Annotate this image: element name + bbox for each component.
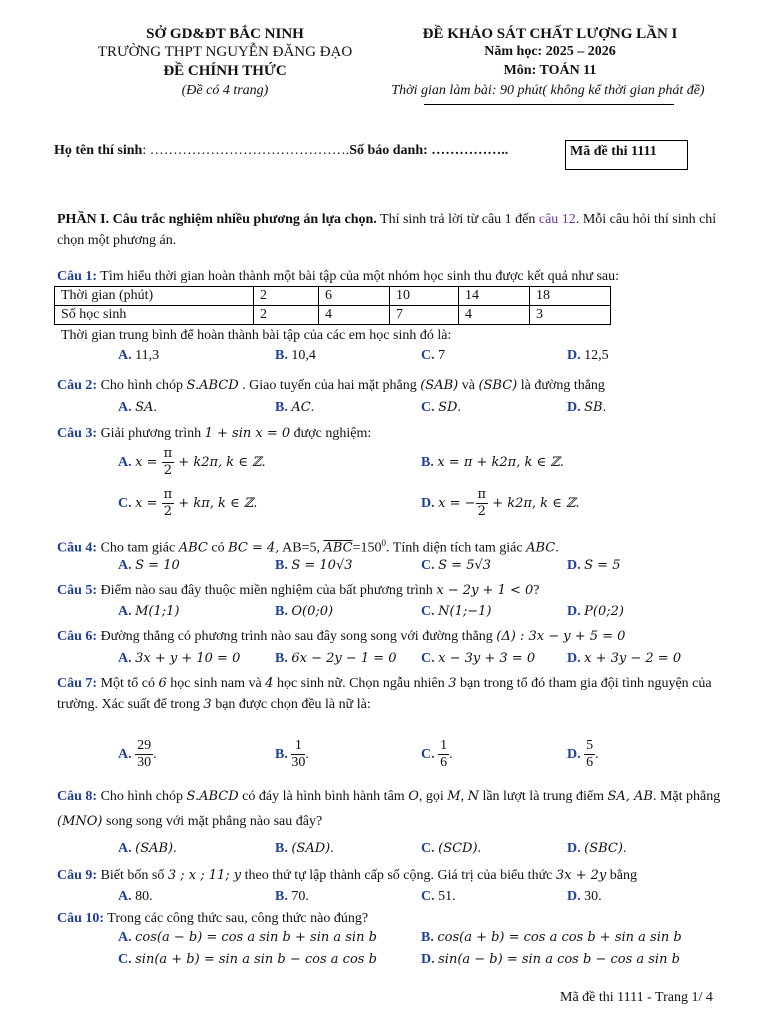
question-3 <box>57 424 737 444</box>
table-cell: 18 <box>530 287 611 306</box>
option-b[interactable]: B. $\frac{1}{30}$ . <box>275 738 309 771</box>
option-label: C. <box>421 604 435 619</box>
option-label: B. <box>275 889 288 904</box>
option-label: C. <box>421 747 435 762</box>
option-label: D. <box>421 496 435 511</box>
option-text: S = 10 <box>135 558 180 573</box>
denominator: 30 <box>291 755 306 771</box>
option-d[interactable]: D. 30. <box>567 889 602 904</box>
header-rule <box>424 104 674 105</box>
question-5 <box>57 581 737 601</box>
question-text: có đáy là hình bình hành tâm <box>238 789 409 804</box>
option-d[interactable] <box>567 650 681 668</box>
question-9 <box>57 866 737 886</box>
option-label: C. <box>421 400 435 415</box>
option-label: A. <box>118 400 132 415</box>
option-label: A. <box>118 651 132 666</box>
candidate-name-label: Họ tên thí sinh <box>54 143 143 158</box>
table-cell: 7 <box>390 306 459 325</box>
table-cell: 6 <box>319 287 390 306</box>
option-d[interactable] <box>421 487 580 521</box>
question-text: Trong các công thức sau, công thức nào đúng? <box>104 911 369 926</box>
question-text: và <box>458 378 479 393</box>
option-text: SA <box>135 400 154 415</box>
option-b[interactable]: B. 70. <box>275 889 309 904</box>
part1-instructions <box>57 209 737 251</box>
fraction <box>162 487 175 520</box>
option-a[interactable]: A. (SAB). <box>118 841 177 856</box>
question-1-prompt: Thời gian trung bình để hoàn thành bài tập của các em học sinh đó là: <box>61 328 452 343</box>
option-c[interactable] <box>421 347 445 365</box>
option-text: + kπ, k ∈ ℤ. <box>174 496 258 511</box>
math-expr: 3 ; x ; 11; y <box>167 868 242 883</box>
option-a[interactable]: A. 80. <box>118 889 153 904</box>
numerator: 5 <box>586 738 594 754</box>
option-text: sin(a − b) = sin a cos b − cos a sin b <box>438 952 680 967</box>
numerator: 1 <box>291 738 305 755</box>
table-cell: Thời gian (phút) <box>55 287 254 306</box>
math-expr: 3 <box>448 676 457 691</box>
fraction <box>162 446 175 479</box>
denominator: 2 <box>163 504 173 520</box>
question-text: Tìm hiểu thời gian hoàn thành một bài tập của một nhóm học sinh thu được kết quả như sau: <box>97 269 620 284</box>
angle-abc: $\overline{ABC}$ <box>323 540 353 556</box>
math-expr: 3 <box>203 697 212 712</box>
question-text: Đường thẳng có phương trình nào sau đây song song với đường thẳng <box>97 629 497 644</box>
question-text: . Giao tuyến của hai mặt phẳng <box>238 378 421 393</box>
question-text: học sinh nữ. Chọn ngẫu nhiên <box>273 676 449 691</box>
option-a[interactable]: A. $\frac{29}{30}$ . <box>118 738 157 771</box>
numerator: 1 <box>440 738 448 754</box>
math-expr: S.ABCD <box>186 789 239 804</box>
option-label: A. <box>118 558 132 573</box>
option-d[interactable]: D. (SBC). <box>567 841 627 856</box>
option-label: A. <box>118 747 132 762</box>
option-text: (SCD) <box>438 841 478 856</box>
question-text: Cho tam giác <box>97 540 179 556</box>
option-label: B. <box>421 455 434 470</box>
option-label: A. <box>118 889 132 904</box>
option-d[interactable] <box>567 347 609 365</box>
math-expr: 6 <box>158 676 167 691</box>
question-label: Câu 7: <box>57 676 98 691</box>
question-text: được nghiệm: <box>290 426 372 441</box>
option-text: 6x − 2y − 1 = 0 <box>291 651 397 666</box>
math-expr: SA, AB <box>607 789 653 804</box>
part1-text2: . Mỗi câu hỏi thí sinh chỉ chọn một phương án. <box>57 212 717 248</box>
question-label: Câu 9: <box>57 868 98 883</box>
option-label: C. <box>421 651 435 666</box>
option-text: 12,5 <box>584 348 609 363</box>
denominator: 2 <box>163 463 173 479</box>
exam-title: ĐỀ KHẢO SÁT CHẤT LƯỢNG LẦN I <box>422 26 678 42</box>
option-label: D. <box>567 604 581 619</box>
table-cell: 14 <box>459 287 530 306</box>
question-text: , gọi <box>418 789 448 804</box>
question-text: song song với mặt phẳng nào sau đây? <box>102 814 323 829</box>
option-label: B. <box>421 930 434 945</box>
option-text: x = π + k2π, k ∈ ℤ. <box>437 455 564 470</box>
option-b[interactable] <box>275 603 333 621</box>
option-a[interactable]: A. SA. <box>118 400 157 415</box>
option-label: A. <box>118 455 132 470</box>
option-a[interactable] <box>118 603 180 621</box>
option-c[interactable] <box>421 603 491 621</box>
option-label: D. <box>421 952 435 967</box>
option-text: S = 5 <box>584 558 621 573</box>
question-text: . Tính diện tích tam giác <box>386 540 527 556</box>
option-b[interactable] <box>421 454 564 472</box>
option-text: S = 5√3 <box>438 558 492 573</box>
option-text: 7 <box>438 348 446 363</box>
option-text: (SBC) <box>584 841 623 856</box>
option-text: S = 10√3 <box>291 558 353 573</box>
option-text: 80 <box>135 889 150 904</box>
candidate-id-field[interactable]: …………….. <box>431 143 509 158</box>
question-text: theo thứ tự lập thành cấp số cộng. Giá trị của biểu thức <box>241 868 556 883</box>
option-label: A. <box>118 604 132 619</box>
question-2 <box>57 376 737 396</box>
option-d[interactable] <box>567 603 624 621</box>
question-text: bạn được chọn đều là nữ là: <box>211 697 371 712</box>
question-text: . <box>555 540 559 556</box>
part1-title: PHẦN I. Câu trắc nghiệm nhiều phương án lựa chọn. <box>57 212 377 227</box>
question-text: học sinh nam và <box>166 676 266 691</box>
table-cell: 4 <box>459 306 530 325</box>
question-label: Câu 5: <box>57 583 98 598</box>
question-10 <box>57 909 737 929</box>
option-d[interactable] <box>567 557 620 575</box>
fraction <box>135 738 153 771</box>
math-expr: S.ABCD <box>186 378 239 393</box>
table-cell: 10 <box>390 287 459 306</box>
option-text: N(1;−1) <box>438 604 492 619</box>
candidate-id-label: Số báo danh: <box>349 143 432 158</box>
option-text: O(0;0) <box>291 604 334 619</box>
option-text: AC <box>291 400 311 415</box>
math-expr: O <box>408 789 419 804</box>
option-label: B. <box>275 400 288 415</box>
time-limit: Thời gian làm bài: 90 phút( không kể thời gian phát đề) <box>391 83 705 98</box>
table-cell: Số học sinh <box>55 306 254 325</box>
math-expr: 3x + 2y <box>555 868 607 883</box>
math-expr: x − 2y + 1 < 0 <box>436 583 534 598</box>
question-text: lần lượt là trung điểm <box>478 789 608 804</box>
question-text: Giải phương trình <box>97 426 205 441</box>
option-text: sin(a + b) = sin a sin b − cos a cos b <box>135 952 377 967</box>
option-label: A. <box>118 841 132 856</box>
option-c[interactable] <box>118 487 257 521</box>
option-c[interactable]: C. 51. <box>421 889 456 904</box>
option-text: x − 3y + 3 = 0 <box>438 651 536 666</box>
math-expr: (MNO) <box>57 814 103 829</box>
question-label: Câu 2: <box>57 378 98 393</box>
option-label: D. <box>567 348 581 363</box>
option-label: B. <box>275 747 288 762</box>
option-label: C. <box>421 889 435 904</box>
denominator: 2 <box>477 504 486 520</box>
option-text: cos(a + b) = cos a cos b + sin a sin b <box>437 930 682 945</box>
question-text: ? <box>533 583 540 598</box>
numerator: π <box>163 487 173 503</box>
option-label: C. <box>421 841 435 856</box>
option-label: A. <box>118 348 132 363</box>
fraction <box>476 487 489 520</box>
question-label: Câu 3: <box>57 426 98 441</box>
option-d[interactable]: D. SB. <box>567 400 607 415</box>
candidate-line <box>54 143 508 159</box>
question-text: Một tổ có <box>97 676 159 691</box>
option-text: 10,4 <box>291 348 316 363</box>
option-c[interactable]: C. (SCD). <box>421 841 482 856</box>
question-6 <box>57 627 737 647</box>
numerator: π <box>477 487 487 503</box>
option-label: D. <box>567 400 581 415</box>
math-expr: N <box>467 789 479 804</box>
table-row <box>55 306 611 325</box>
option-label: B. <box>275 841 288 856</box>
question-text: =150 <box>352 540 382 556</box>
part1-link[interactable]: câu 12 <box>538 212 576 227</box>
option-label: B. <box>275 558 288 573</box>
question-text: có <box>207 540 229 556</box>
option-c[interactable]: C. SD. <box>421 400 461 415</box>
question-label: Câu 6: <box>57 629 98 644</box>
option-label: D. <box>567 558 581 573</box>
option-text: 11,3 <box>135 348 160 363</box>
option-b[interactable] <box>421 929 682 947</box>
option-a[interactable] <box>118 557 180 575</box>
question-text: AB=5, <box>279 540 324 556</box>
option-text: x + 3y − 2 = 0 <box>584 651 682 666</box>
option-text: M(1;1) <box>135 604 180 619</box>
question-text: Biết bốn số <box>97 868 168 883</box>
question-text: Điểm nào sau đây thuộc miền nghiệm của bất phương trình <box>97 583 437 598</box>
fraction <box>584 738 595 771</box>
question-label: Câu 8: <box>57 789 98 804</box>
question-4 <box>57 533 737 559</box>
question-label: Câu 4: <box>57 540 98 556</box>
data-table <box>54 286 611 325</box>
option-text: 70 <box>291 889 306 904</box>
question-text: bạn trong tổ đó tham gia đội tình nguyện của trường. Xác suất để trong <box>57 676 712 712</box>
option-c[interactable] <box>421 557 491 575</box>
official-label: ĐỀ CHÍNH THỨC <box>163 63 287 79</box>
option-label: C. <box>421 558 435 573</box>
option-text: 3x + y + 10 = 0 <box>135 651 241 666</box>
option-label: B. <box>275 604 288 619</box>
option-b[interactable] <box>275 347 316 365</box>
degree-mark: 0 <box>381 538 387 548</box>
question-1 <box>57 267 737 287</box>
option-text: P(0;2) <box>584 604 624 619</box>
option-text: + k2π, k ∈ ℤ. <box>488 496 580 511</box>
option-d[interactable] <box>421 951 680 969</box>
option-label: C. <box>118 952 132 967</box>
table-cell: 3 <box>530 306 611 325</box>
option-label: D. <box>567 841 581 856</box>
table-cell: 2 <box>254 306 319 325</box>
math-expr: BC = 4, <box>228 540 280 556</box>
option-text: 51 <box>438 889 453 904</box>
exam-code-box: Mã đề thi 1111 <box>565 140 688 170</box>
question-text: là đường thẳng <box>517 378 605 393</box>
option-label: B. <box>275 651 288 666</box>
option-a[interactable] <box>118 929 377 947</box>
question-text: . Mặt phẳng <box>652 789 721 804</box>
table-cell: 4 <box>319 306 390 325</box>
option-label: A. <box>118 930 132 945</box>
question-text: Cho hình chóp <box>97 789 187 804</box>
option-a[interactable] <box>118 446 266 480</box>
option-text: x = <box>135 496 162 511</box>
option-text: SD <box>438 400 458 415</box>
math-expr: M <box>447 789 461 804</box>
math-expr: ABC <box>178 540 208 556</box>
numerator: 29 <box>137 738 152 754</box>
option-a[interactable] <box>118 347 159 365</box>
option-text: (SAB) <box>135 841 174 856</box>
math-expr: 1 + sin x = 0 <box>204 426 291 441</box>
option-b[interactable]: B. AC. <box>275 400 315 415</box>
page-count: (Đề có 4 trang) <box>181 83 269 98</box>
option-b[interactable] <box>275 557 353 575</box>
option-c[interactable] <box>118 951 377 969</box>
numerator: π <box>163 446 173 462</box>
math-expr: ABC <box>526 540 556 556</box>
option-c[interactable]: C. $\frac{1}{6}$ . <box>421 738 453 771</box>
option-text: + k2π, k ∈ ℤ. <box>174 455 266 470</box>
candidate-name-field[interactable]: : ……………………………………. <box>142 143 350 158</box>
subject: Môn: TOÁN 11 <box>503 63 597 78</box>
option-c[interactable] <box>421 650 535 668</box>
option-label: D. <box>567 747 581 762</box>
option-a[interactable] <box>118 650 240 668</box>
part1-text1: Thí sinh trả lời từ câu 1 đến <box>376 212 539 227</box>
question-text: Cho hình chóp <box>97 378 187 393</box>
math-expr: 4 <box>265 676 274 691</box>
question-text: , <box>460 789 468 804</box>
option-b[interactable]: B. (SAD). <box>275 841 334 856</box>
option-text: (SAD) <box>291 841 331 856</box>
dept-name: SỞ GD&ĐT BẮC NINH <box>146 26 304 42</box>
school-name: TRƯỜNG THPT NGUYỄN ĐĂNG ĐẠO <box>97 44 353 60</box>
question-7 <box>57 673 737 715</box>
option-d[interactable]: D. $\frac{5}{6}$ . <box>567 738 599 771</box>
option-text: x = <box>135 455 162 470</box>
option-text: 30 <box>584 889 599 904</box>
question-8 <box>57 784 737 834</box>
school-year: Năm học: 2025 – 2026 <box>484 44 616 59</box>
option-text: SB <box>584 400 603 415</box>
denominator: 6 <box>586 755 594 771</box>
option-text: cos(a − b) = cos a sin b + sin a sin b <box>135 930 377 945</box>
fraction <box>291 738 305 771</box>
question-label: Câu 1: <box>57 269 98 284</box>
page-footer: Mã đề thi 1111 - Trang 1/ 4 <box>560 990 713 1005</box>
table-row <box>55 287 611 306</box>
question-label: Câu 10: <box>57 911 105 926</box>
option-label: C. <box>421 348 435 363</box>
option-b[interactable] <box>275 650 397 668</box>
math-expr: (SBC) <box>478 378 518 393</box>
option-label: C. <box>118 496 132 511</box>
math-expr: (Δ) : 3x − y + 5 = 0 <box>496 629 626 644</box>
option-label: D. <box>567 651 581 666</box>
fraction <box>438 738 449 771</box>
denominator: 30 <box>137 755 152 771</box>
option-text: x = − <box>438 496 476 511</box>
denominator: 6 <box>440 755 448 771</box>
option-label: B. <box>275 348 288 363</box>
math-expr: (SAB) <box>420 378 459 393</box>
option-label: D. <box>567 889 581 904</box>
table-cell: 2 <box>254 287 319 306</box>
question-text: bằng <box>606 868 637 883</box>
